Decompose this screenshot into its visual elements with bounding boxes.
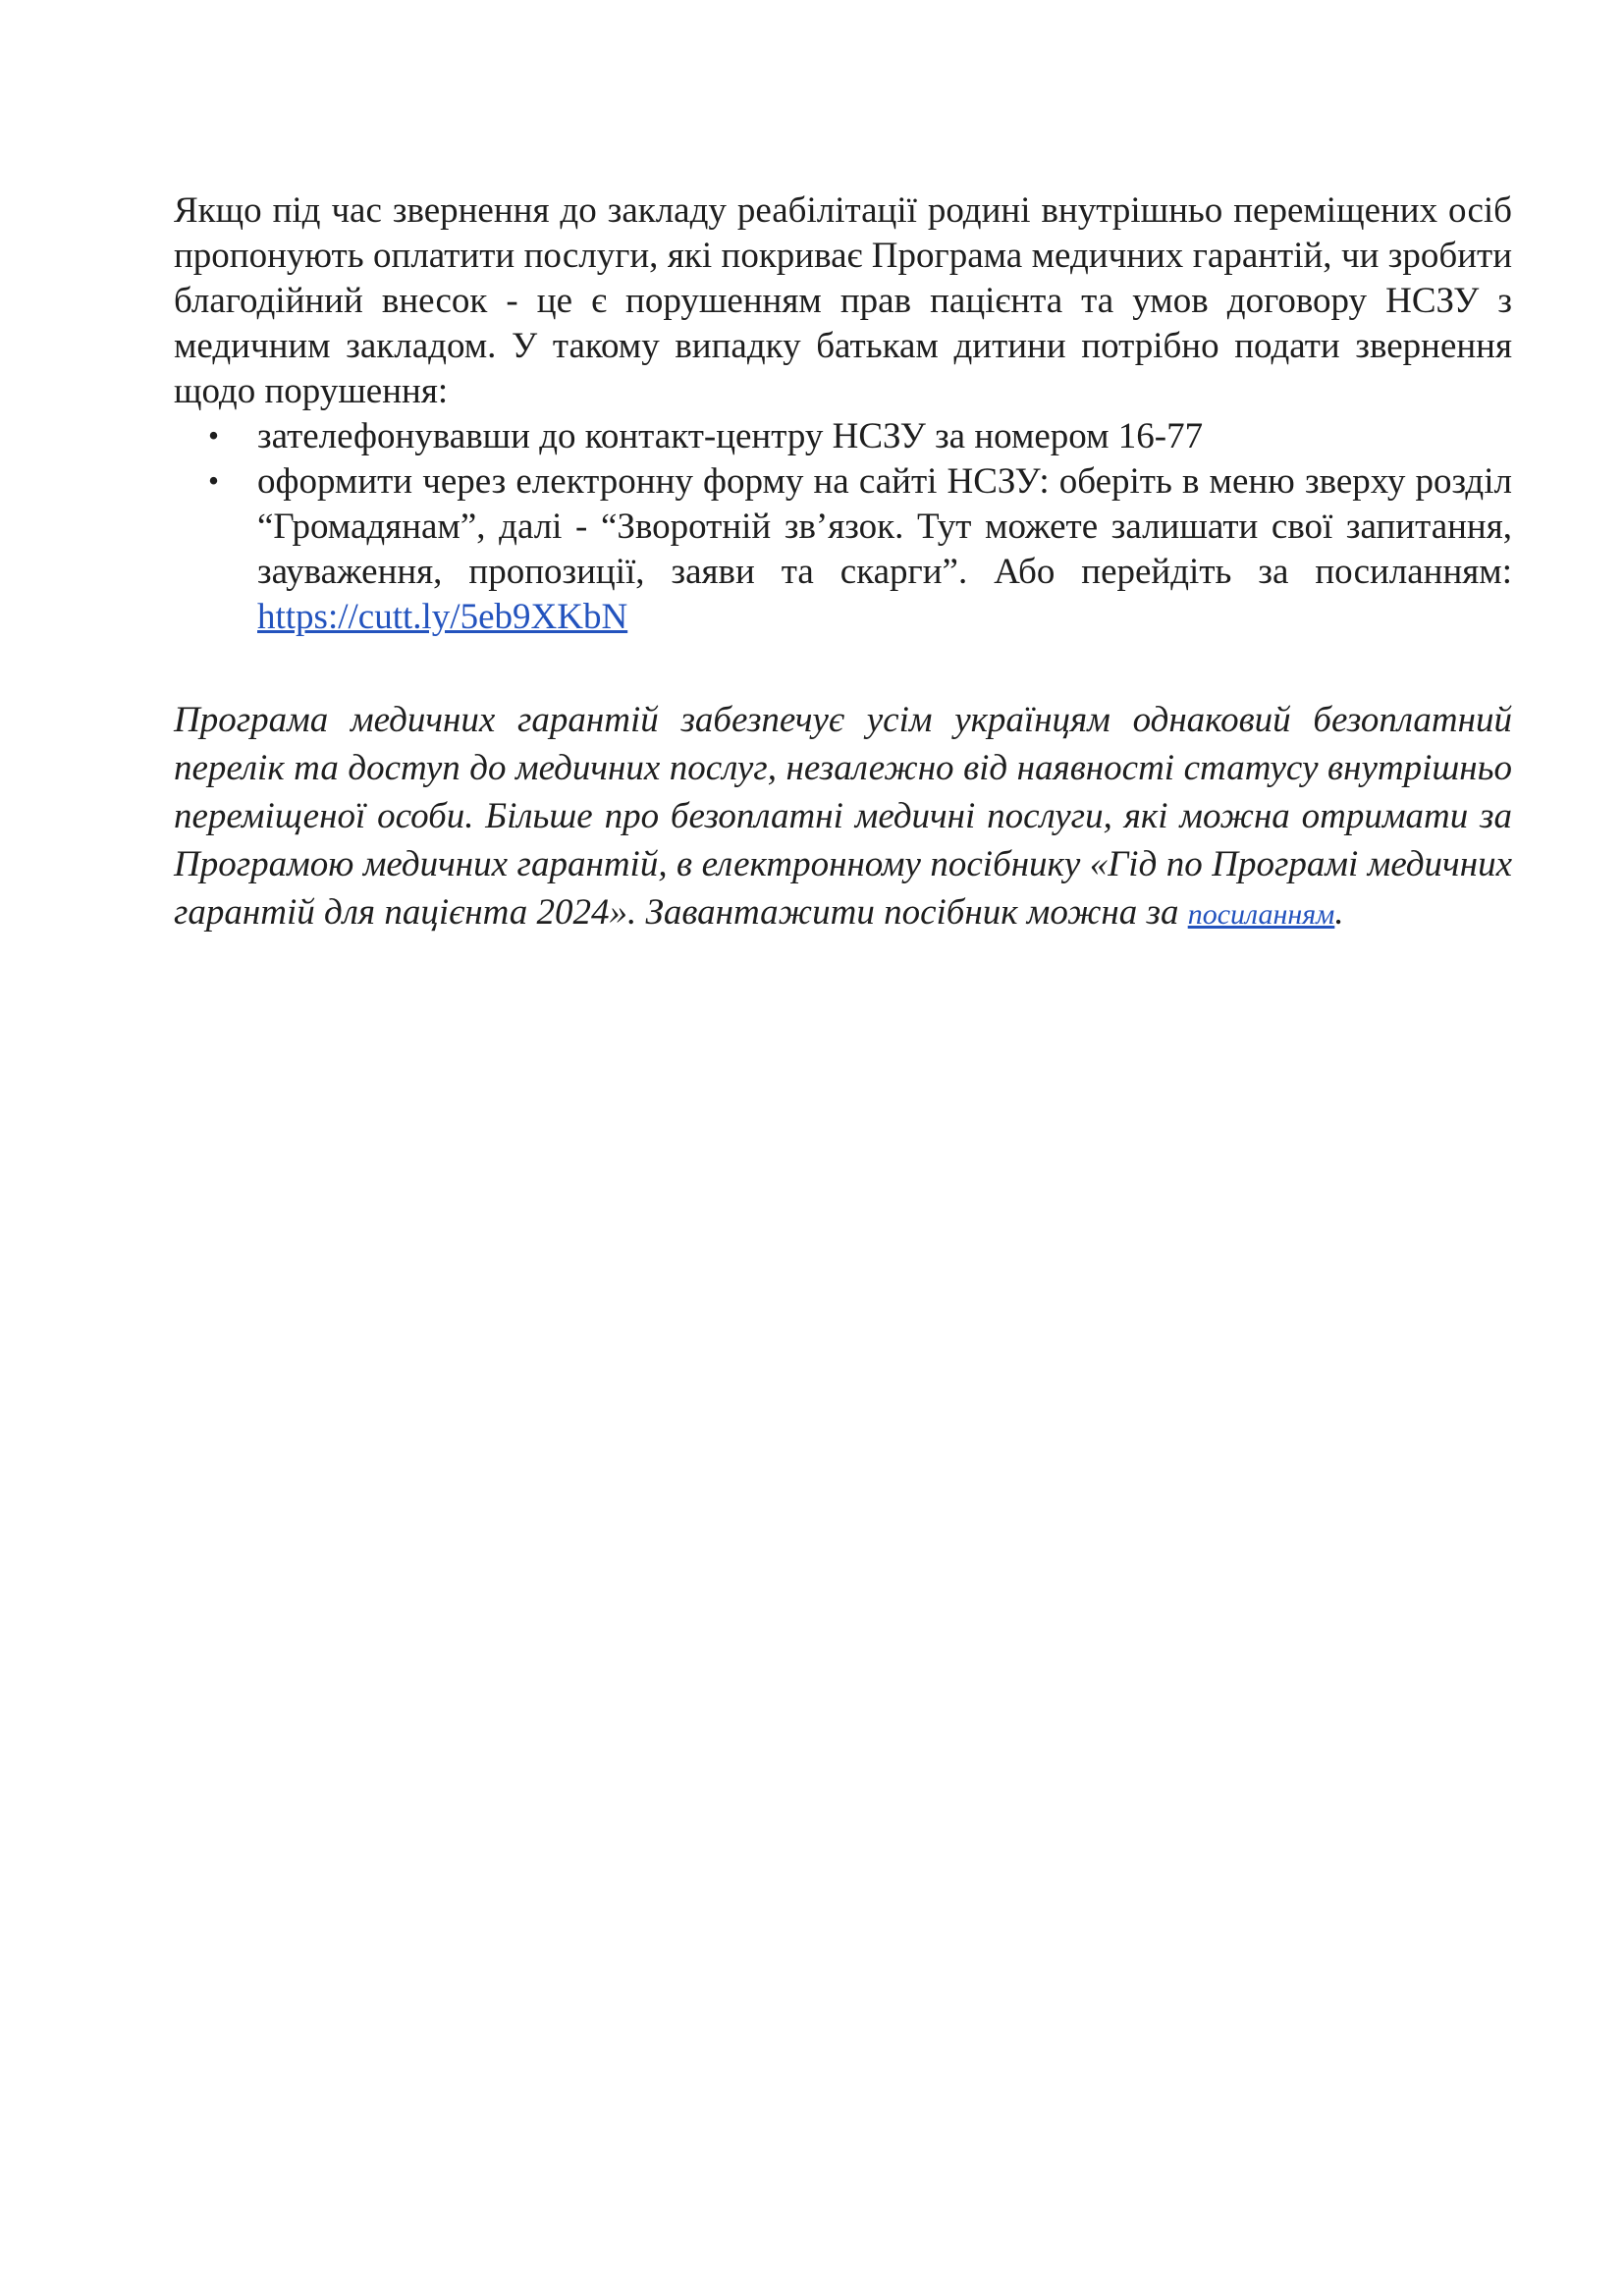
bullet-form-text: оформити через електронну форму на сайті НСЗУ: оберіть в меню зверху розділ “Громадянам”, далі - “Зворотній зв’язок. Тут можете залишати свої запитання, зауваження, пропозиції, заяви та скарги”. Або перейдіть за посиланням: [257,461,1512,592]
bullet-phone-text: зателефонувавши до контакт-центру НСЗУ за номером 16-77 [257,416,1204,456]
guide-download-link[interactable]: посиланням [1187,898,1335,931]
intro-paragraph: Якщо під час звернення до закладу реабілітації родині внутрішньо переміщених осіб пропонують оплатити послуги, які покриває Програма медичних гарантій, чи зробити благодійний внесок - це є порушенням прав пацієнта та умов договору НСЗУ з медичним закладом. У такому випадку батькам дитини потрібно подати звернення щодо порушення: [174,190,1512,411]
feedback-form-link[interactable]: https://cutt.ly/5eb9XKbN [257,597,628,637]
guide-text: Програма медичних гарантій забезпечує усім українцям однаковий безоплатний перелік та доступ до медичних послуг, незалежно від наявності статусу внутрішньо переміщеної особи. Більше про безоплатні медичні послуги, які можна отримати за Програмою медичних гарантій, в електронному посібнику «Гід по Програмі медичних гарантій для пацієнта 2024». Завантажити посібник можна за [174,700,1512,933]
complaint-options-list [174,414,1512,640]
guide-text-after: . [1334,892,1344,933]
list-item-online-form [257,459,1512,640]
list-item-phone [257,414,1512,459]
guide-paragraph [174,696,1512,938]
